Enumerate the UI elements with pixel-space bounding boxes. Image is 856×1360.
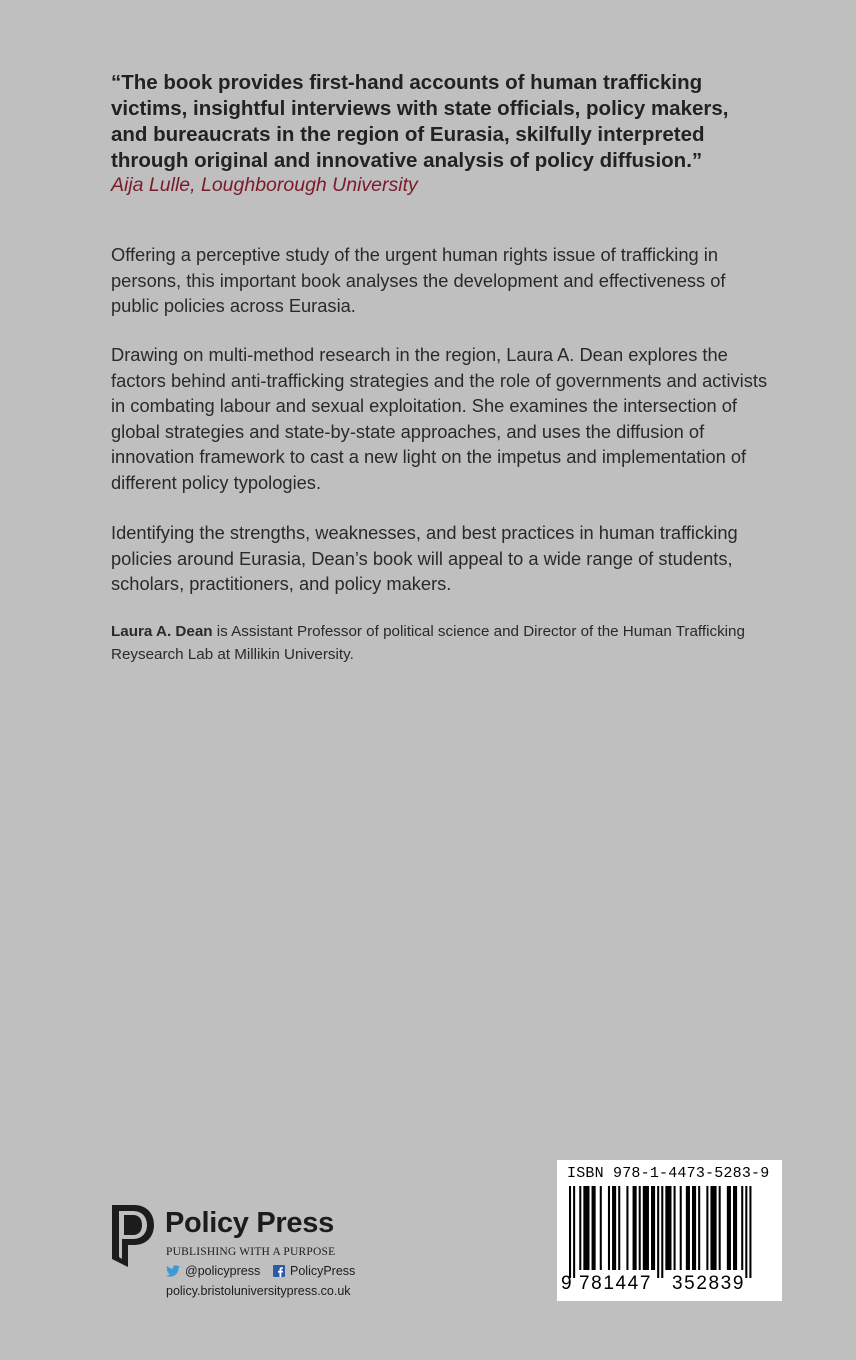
barcode-bar (651, 1186, 655, 1270)
barcode-bar (733, 1186, 737, 1270)
barcode-bar (680, 1186, 682, 1270)
barcode-bar (741, 1186, 743, 1270)
barcode-bar (745, 1186, 747, 1278)
barcode-bar (639, 1186, 641, 1270)
barcode-digits-left: 781447 (579, 1273, 653, 1294)
endorsement-attribution: Aija Lulle, Loughborough University (111, 174, 418, 196)
description-paragraph-3: Identifying the strengths, weaknesses, and best practices in human trafficking policies around Eurasia, Dean’s book will appeal to a wide range of students, scholars, practitioners, and policy makers. (111, 522, 738, 595)
barcode-bar (665, 1186, 671, 1270)
policy-press-logo-icon (110, 1203, 156, 1269)
publisher-name: Policy Press (165, 1207, 334, 1239)
barcode-bar (612, 1186, 616, 1270)
barcode-bar (618, 1186, 620, 1270)
barcode-bar (626, 1186, 628, 1270)
barcode-bar (579, 1186, 581, 1270)
author-bio (111, 620, 761, 666)
author-name: Laura A. Dean (111, 623, 213, 640)
barcode-bar (749, 1186, 751, 1278)
author-bio-text: is Assistant Professor of political science and Director of the Human Trafficking Reysearch Lab at Millikin University. (111, 623, 745, 663)
isbn-label: ISBN 978-1-4473-5283-9 (567, 1165, 770, 1182)
publisher-url[interactable]: policy.bristoluniversitypress.co.uk (166, 1284, 351, 1298)
facebook-page-text: PolicyPress (290, 1264, 356, 1278)
barcode-bar (592, 1186, 596, 1270)
barcode-bar (661, 1186, 663, 1278)
twitter-handle-text: @policypress (185, 1264, 261, 1278)
facebook-icon (273, 1265, 285, 1277)
barcode-bar (710, 1186, 716, 1270)
barcode-bar (569, 1186, 571, 1278)
barcode-bar (657, 1186, 659, 1278)
barcode-bar (633, 1186, 637, 1270)
twitter-handle[interactable] (166, 1264, 260, 1278)
description-paragraph-2: Drawing on multi-method research in the region, Laura A. Dean explores the factors behind anti-trafficking strategies and the role of governments and activists in combating labour and sexual exploitation. She examines the intersection of global strategies and state-by-state approaches, and uses the diffusion of innovation framework to cast a new light on the impetus and implementation of different policy typologies. (111, 344, 768, 493)
barcode-bar (573, 1186, 575, 1278)
endorsement-quote: “The book provides first-hand accounts of human trafficking victims, insightful interviews with state officials, policy makers, and bureaucrats in the region of Eurasia, skilfully interpreted through original and innovative analysis of policy diffusion.” (111, 71, 729, 172)
barcode-bar (600, 1186, 602, 1270)
twitter-icon (166, 1265, 180, 1277)
barcode-bar (719, 1186, 721, 1270)
barcode-bar (692, 1186, 696, 1270)
barcode-digits-right: 352839 (672, 1273, 746, 1294)
barcode-bar (727, 1186, 731, 1270)
barcode-bar (686, 1186, 690, 1270)
barcode-bar (608, 1186, 610, 1270)
barcode-bar (706, 1186, 708, 1270)
barcode-bar (698, 1186, 700, 1270)
description-paragraph-1: Offering a perceptive study of the urgent human rights issue of trafficking in persons, this important book analyses the development and effectiveness of public policies across Eurasia. (111, 244, 726, 317)
publisher-tagline: PUBLISHING WITH A PURPOSE (166, 1246, 336, 1258)
barcode-bar (674, 1186, 676, 1270)
barcode-bar (643, 1186, 649, 1270)
facebook-page[interactable] (273, 1264, 355, 1278)
barcode-bars (569, 1186, 769, 1278)
barcode-digit-first: 9 (561, 1273, 572, 1294)
isbn-barcode (557, 1160, 782, 1301)
barcode-bar (583, 1186, 589, 1270)
